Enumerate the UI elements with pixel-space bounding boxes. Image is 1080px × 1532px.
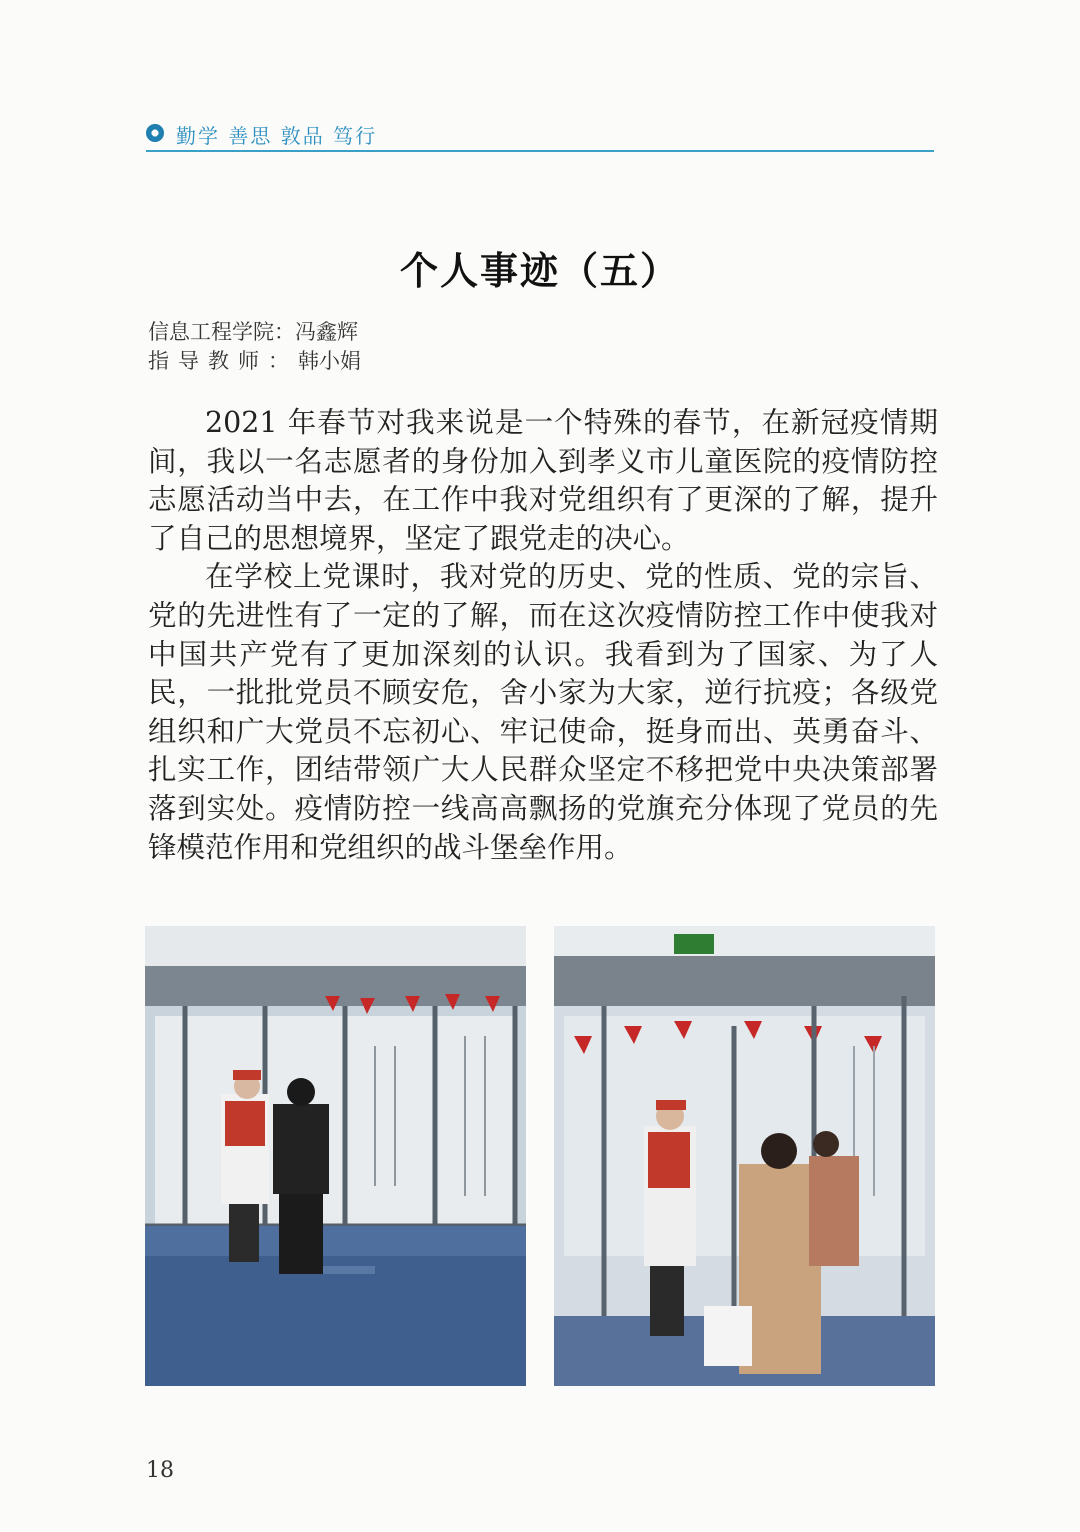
school-motto: 勤学 善思 敦品 笃行	[176, 124, 378, 148]
advisor-name: 韩小娟	[298, 349, 361, 373]
page-number: 18	[146, 1458, 174, 1483]
author-line	[148, 316, 358, 346]
author-label: 信息工程学院：	[148, 320, 295, 344]
advisor-line	[148, 345, 361, 375]
article-title: 个人事迹（五）	[399, 248, 680, 293]
running-header	[146, 120, 934, 152]
article-body	[148, 404, 938, 867]
school-emblem-icon	[146, 124, 164, 142]
paragraph: 在学校上党课时，我对党的历史、党的性质、党的宗旨、党的先进性有了一定的了解，而在这次疫情防控工作中使我对中国共产党有了更加深刻的认识。我看到为了国家、为了人民，一批批党员不顾安危，舍小家为大家，逆行抗疫；各级党组织和广大党员不忘初心、牢记使命，挺身而出、英勇奋斗、扎实工作，团结带领广大人民群众坚定不移把党中央决策部署落到实处。疫情防控一线高高飘扬的党旗充分体现了党员的先锋模范作用和党组织的战斗堡垒作用。	[148, 560, 938, 864]
photo-volunteer-at-entrance	[554, 926, 935, 1386]
author-name: 冯鑫辉	[295, 320, 358, 344]
photo-volunteer-checking-visitor	[145, 926, 526, 1386]
advisor-label: 指导教师：	[148, 349, 298, 373]
paragraph: 2021 年春节对我来说是一个特殊的春节，在新冠疫情期间，我以一名志愿者的身份加入到孝义市儿童医院的疫情防控志愿活动当中去，在工作中我对党组织有了更深的了解，提升了自己的思想境界，坚定了跟党走的决心。	[148, 406, 938, 555]
